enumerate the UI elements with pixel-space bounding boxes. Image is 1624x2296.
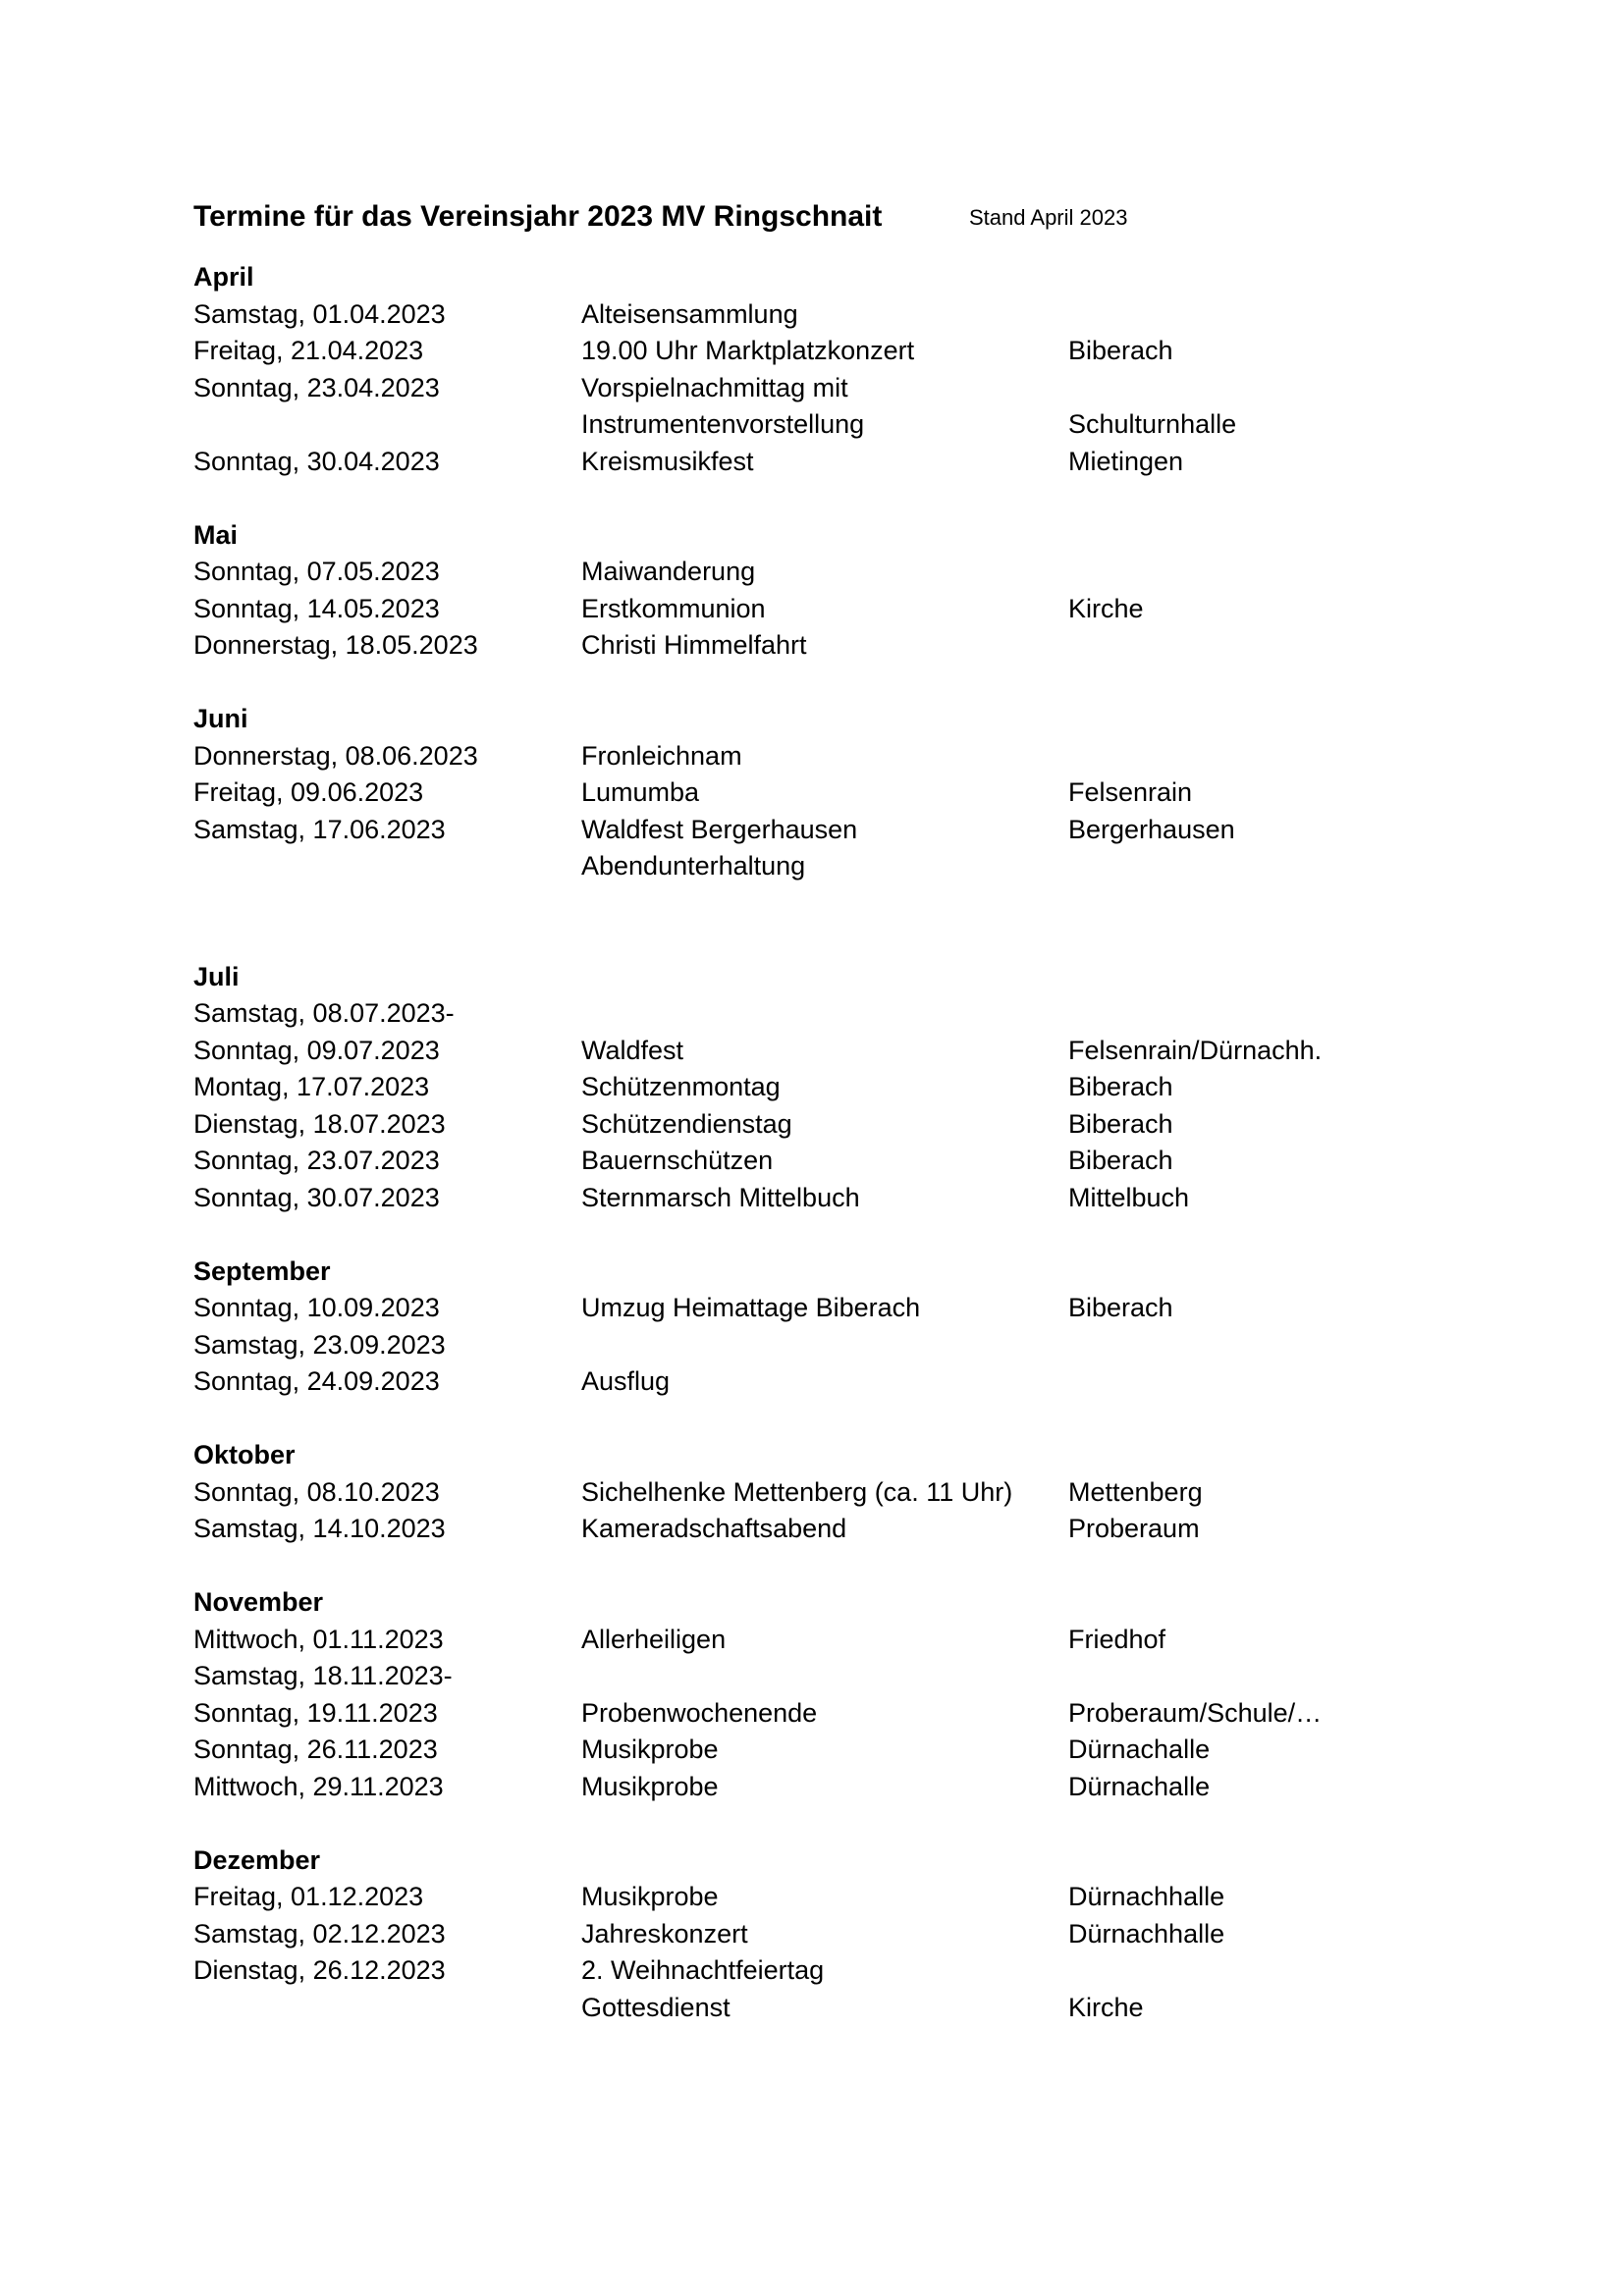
event-location: Mittelbuch	[1068, 1182, 1190, 1212]
event-row	[193, 1327, 1431, 1364]
event-location: Felsenrain	[1068, 777, 1193, 807]
event-name: Abendunterhaltung	[581, 851, 806, 881]
event-date: Sonntag, 09.07.2023	[193, 1035, 440, 1065]
month-heading	[193, 1254, 1431, 1291]
revision-note: Stand April 2023	[969, 205, 1128, 230]
event-location: Schulturnhalle	[1068, 409, 1237, 439]
event-name: Gottesdienst	[581, 1992, 731, 2022]
event-row	[193, 774, 1431, 812]
event-date: Samstag, 18.11.2023-	[193, 1661, 453, 1690]
month-label: September	[193, 1255, 331, 1286]
event-name: Musikprobe	[581, 1771, 719, 1801]
event-row	[193, 1916, 1431, 1953]
event-location: Biberach	[1068, 1146, 1173, 1175]
event-name: Maiwanderung	[581, 557, 756, 586]
month-heading	[193, 259, 1431, 296]
event-row	[193, 1290, 1431, 1327]
event-name: Probenwochenende	[581, 1697, 818, 1728]
event-name: 19.00 Uhr Marktplatzkonzert	[581, 336, 915, 365]
event-location: Dürnachalle	[1068, 1771, 1211, 1801]
event-location: Felsenrain/Dürnachh.	[1068, 1035, 1323, 1065]
event-date: Donnerstag, 08.06.2023	[193, 740, 478, 771]
event-location: Kirche	[1068, 593, 1144, 623]
event-name: Musikprobe	[581, 1735, 719, 1764]
event-row	[193, 1511, 1431, 1548]
event-name: 2. Weihnachtfeiertag	[581, 1955, 825, 1985]
event-date: Sonntag, 23.07.2023	[193, 1146, 440, 1175]
event-date: Mittwoch, 29.11.2023	[193, 1771, 444, 1801]
event-row	[193, 333, 1431, 370]
event-row	[193, 738, 1431, 775]
event-name: Vorspielnachmittag mit	[581, 372, 848, 402]
event-date: Samstag, 08.07.2023-	[193, 998, 455, 1028]
event-date: Dienstag, 26.12.2023	[193, 1955, 446, 1985]
event-date: Sonntag, 30.07.2023	[193, 1182, 440, 1212]
event-date: Sonntag, 23.04.2023	[193, 372, 440, 402]
month-heading	[193, 517, 1431, 555]
event-date: Freitag, 21.04.2023	[193, 336, 424, 365]
event-location: Dürnachalle	[1068, 1735, 1211, 1764]
event-row	[193, 848, 1431, 885]
event-row	[193, 1143, 1431, 1180]
event-name: Erstkommunion	[581, 593, 766, 623]
event-location: Friedhof	[1068, 1624, 1166, 1654]
event-date: Sonntag, 07.05.2023	[193, 557, 440, 586]
event-row	[193, 995, 1431, 1033]
event-name: Waldfest Bergerhausen	[581, 814, 858, 844]
event-row	[193, 1180, 1431, 1217]
event-name: Sternmarsch Mittelbuch	[581, 1182, 860, 1212]
event-row	[193, 1695, 1431, 1733]
month-heading	[193, 1437, 1431, 1474]
month-label: Oktober	[193, 1440, 296, 1469]
event-name: Instrumentenvorstellung	[581, 409, 865, 439]
event-row	[193, 1658, 1431, 1695]
event-location: Biberach	[1068, 1072, 1173, 1101]
event-name: Schützenmontag	[581, 1072, 781, 1101]
event-date: Freitag, 01.12.2023	[193, 1882, 424, 1911]
event-date: Freitag, 09.06.2023	[193, 777, 424, 807]
event-name: Fronleichnam	[581, 740, 742, 771]
row-spacer	[193, 885, 1431, 923]
event-row	[193, 1474, 1431, 1512]
event-row	[193, 1990, 1431, 2027]
event-location: Dürnachhalle	[1068, 1918, 1225, 1949]
event-name: Ausflug	[581, 1366, 671, 1396]
event-row	[193, 554, 1431, 591]
event-name: Allerheiligen	[581, 1624, 727, 1654]
event-row	[193, 406, 1431, 444]
event-date: Sonntag, 26.11.2023	[193, 1735, 438, 1764]
event-location: Biberach	[1068, 336, 1173, 365]
event-name: Kreismusikfest	[581, 446, 754, 476]
event-name: Kameradschaftsabend	[581, 1514, 847, 1543]
row-spacer	[193, 922, 1431, 959]
event-date: Sonntag, 10.09.2023	[193, 1293, 440, 1322]
event-row	[193, 444, 1431, 481]
row-spacer	[193, 480, 1431, 517]
event-name: Christi Himmelfahrt	[581, 630, 807, 660]
event-date: Sonntag, 19.11.2023	[193, 1697, 438, 1728]
event-name: Lumumba	[581, 777, 700, 807]
event-date: Samstag, 02.12.2023	[193, 1918, 446, 1949]
month-label: Juli	[193, 961, 240, 991]
event-row	[193, 1363, 1431, 1401]
row-spacer	[193, 1216, 1431, 1254]
event-row	[193, 1106, 1431, 1144]
document-header	[193, 194, 1273, 240]
document-title: Termine für das Vereinsjahr 2023 MV Ringschnait	[193, 200, 883, 233]
event-name: Sichelhenke Mettenberg (ca. 11 Uhr)	[581, 1476, 1013, 1507]
row-spacer	[193, 665, 1431, 702]
event-row	[193, 1952, 1431, 1990]
month-heading	[193, 1842, 1431, 1880]
month-label: Mai	[193, 519, 239, 550]
event-location: Bergerhausen	[1068, 814, 1235, 844]
event-row	[193, 812, 1431, 849]
row-spacer	[193, 1805, 1431, 1842]
event-date: Montag, 17.07.2023	[193, 1072, 430, 1101]
event-location: Proberaum/Schule/…	[1068, 1697, 1323, 1728]
month-heading	[193, 701, 1431, 738]
event-name: Umzug Heimattage Biberach	[581, 1293, 921, 1322]
month-label: Dezember	[193, 1844, 321, 1875]
event-date: Mittwoch, 01.11.2023	[193, 1624, 444, 1654]
event-name: Schützendienstag	[581, 1108, 792, 1139]
event-date: Sonntag, 08.10.2023	[193, 1476, 440, 1507]
event-name: Alteisensammlung	[581, 298, 798, 329]
event-location: Kirche	[1068, 1992, 1144, 2022]
event-date: Donnerstag, 18.05.2023	[193, 630, 478, 660]
event-location: Mettenberg	[1068, 1476, 1203, 1507]
row-spacer	[193, 1401, 1431, 1438]
event-date: Samstag, 01.04.2023	[193, 298, 446, 329]
month-label: November	[193, 1587, 324, 1617]
event-row	[193, 1069, 1431, 1106]
event-name: Bauernschützen	[581, 1146, 774, 1175]
event-name: Waldfest	[581, 1035, 684, 1065]
event-row	[193, 591, 1431, 628]
event-row	[193, 1732, 1431, 1769]
event-location: Biberach	[1068, 1108, 1173, 1139]
event-row	[193, 1769, 1431, 1806]
event-row	[193, 370, 1431, 407]
event-location: Proberaum	[1068, 1514, 1200, 1543]
event-name: Musikprobe	[581, 1882, 719, 1911]
event-row	[193, 627, 1431, 665]
event-date: Samstag, 17.06.2023	[193, 814, 446, 844]
event-date: Dienstag, 18.07.2023	[193, 1108, 446, 1139]
row-spacer	[193, 1548, 1431, 1585]
event-date: Samstag, 14.10.2023	[193, 1514, 446, 1543]
event-row	[193, 296, 1431, 334]
event-row	[193, 1879, 1431, 1916]
event-schedule	[193, 259, 1431, 2026]
event-date: Sonntag, 14.05.2023	[193, 593, 440, 623]
event-location: Mietingen	[1068, 446, 1184, 476]
event-row	[193, 1033, 1431, 1070]
month-heading	[193, 1584, 1431, 1622]
event-date: Sonntag, 24.09.2023	[193, 1366, 440, 1396]
month-label: Juni	[193, 704, 248, 733]
month-label: April	[193, 262, 254, 292]
event-location: Dürnachhalle	[1068, 1882, 1225, 1911]
event-location: Biberach	[1068, 1293, 1173, 1322]
event-name: Jahreskonzert	[581, 1918, 748, 1949]
event-date: Samstag, 23.09.2023	[193, 1329, 446, 1360]
month-heading	[193, 959, 1431, 996]
event-date: Sonntag, 30.04.2023	[193, 446, 440, 476]
event-row	[193, 1622, 1431, 1659]
